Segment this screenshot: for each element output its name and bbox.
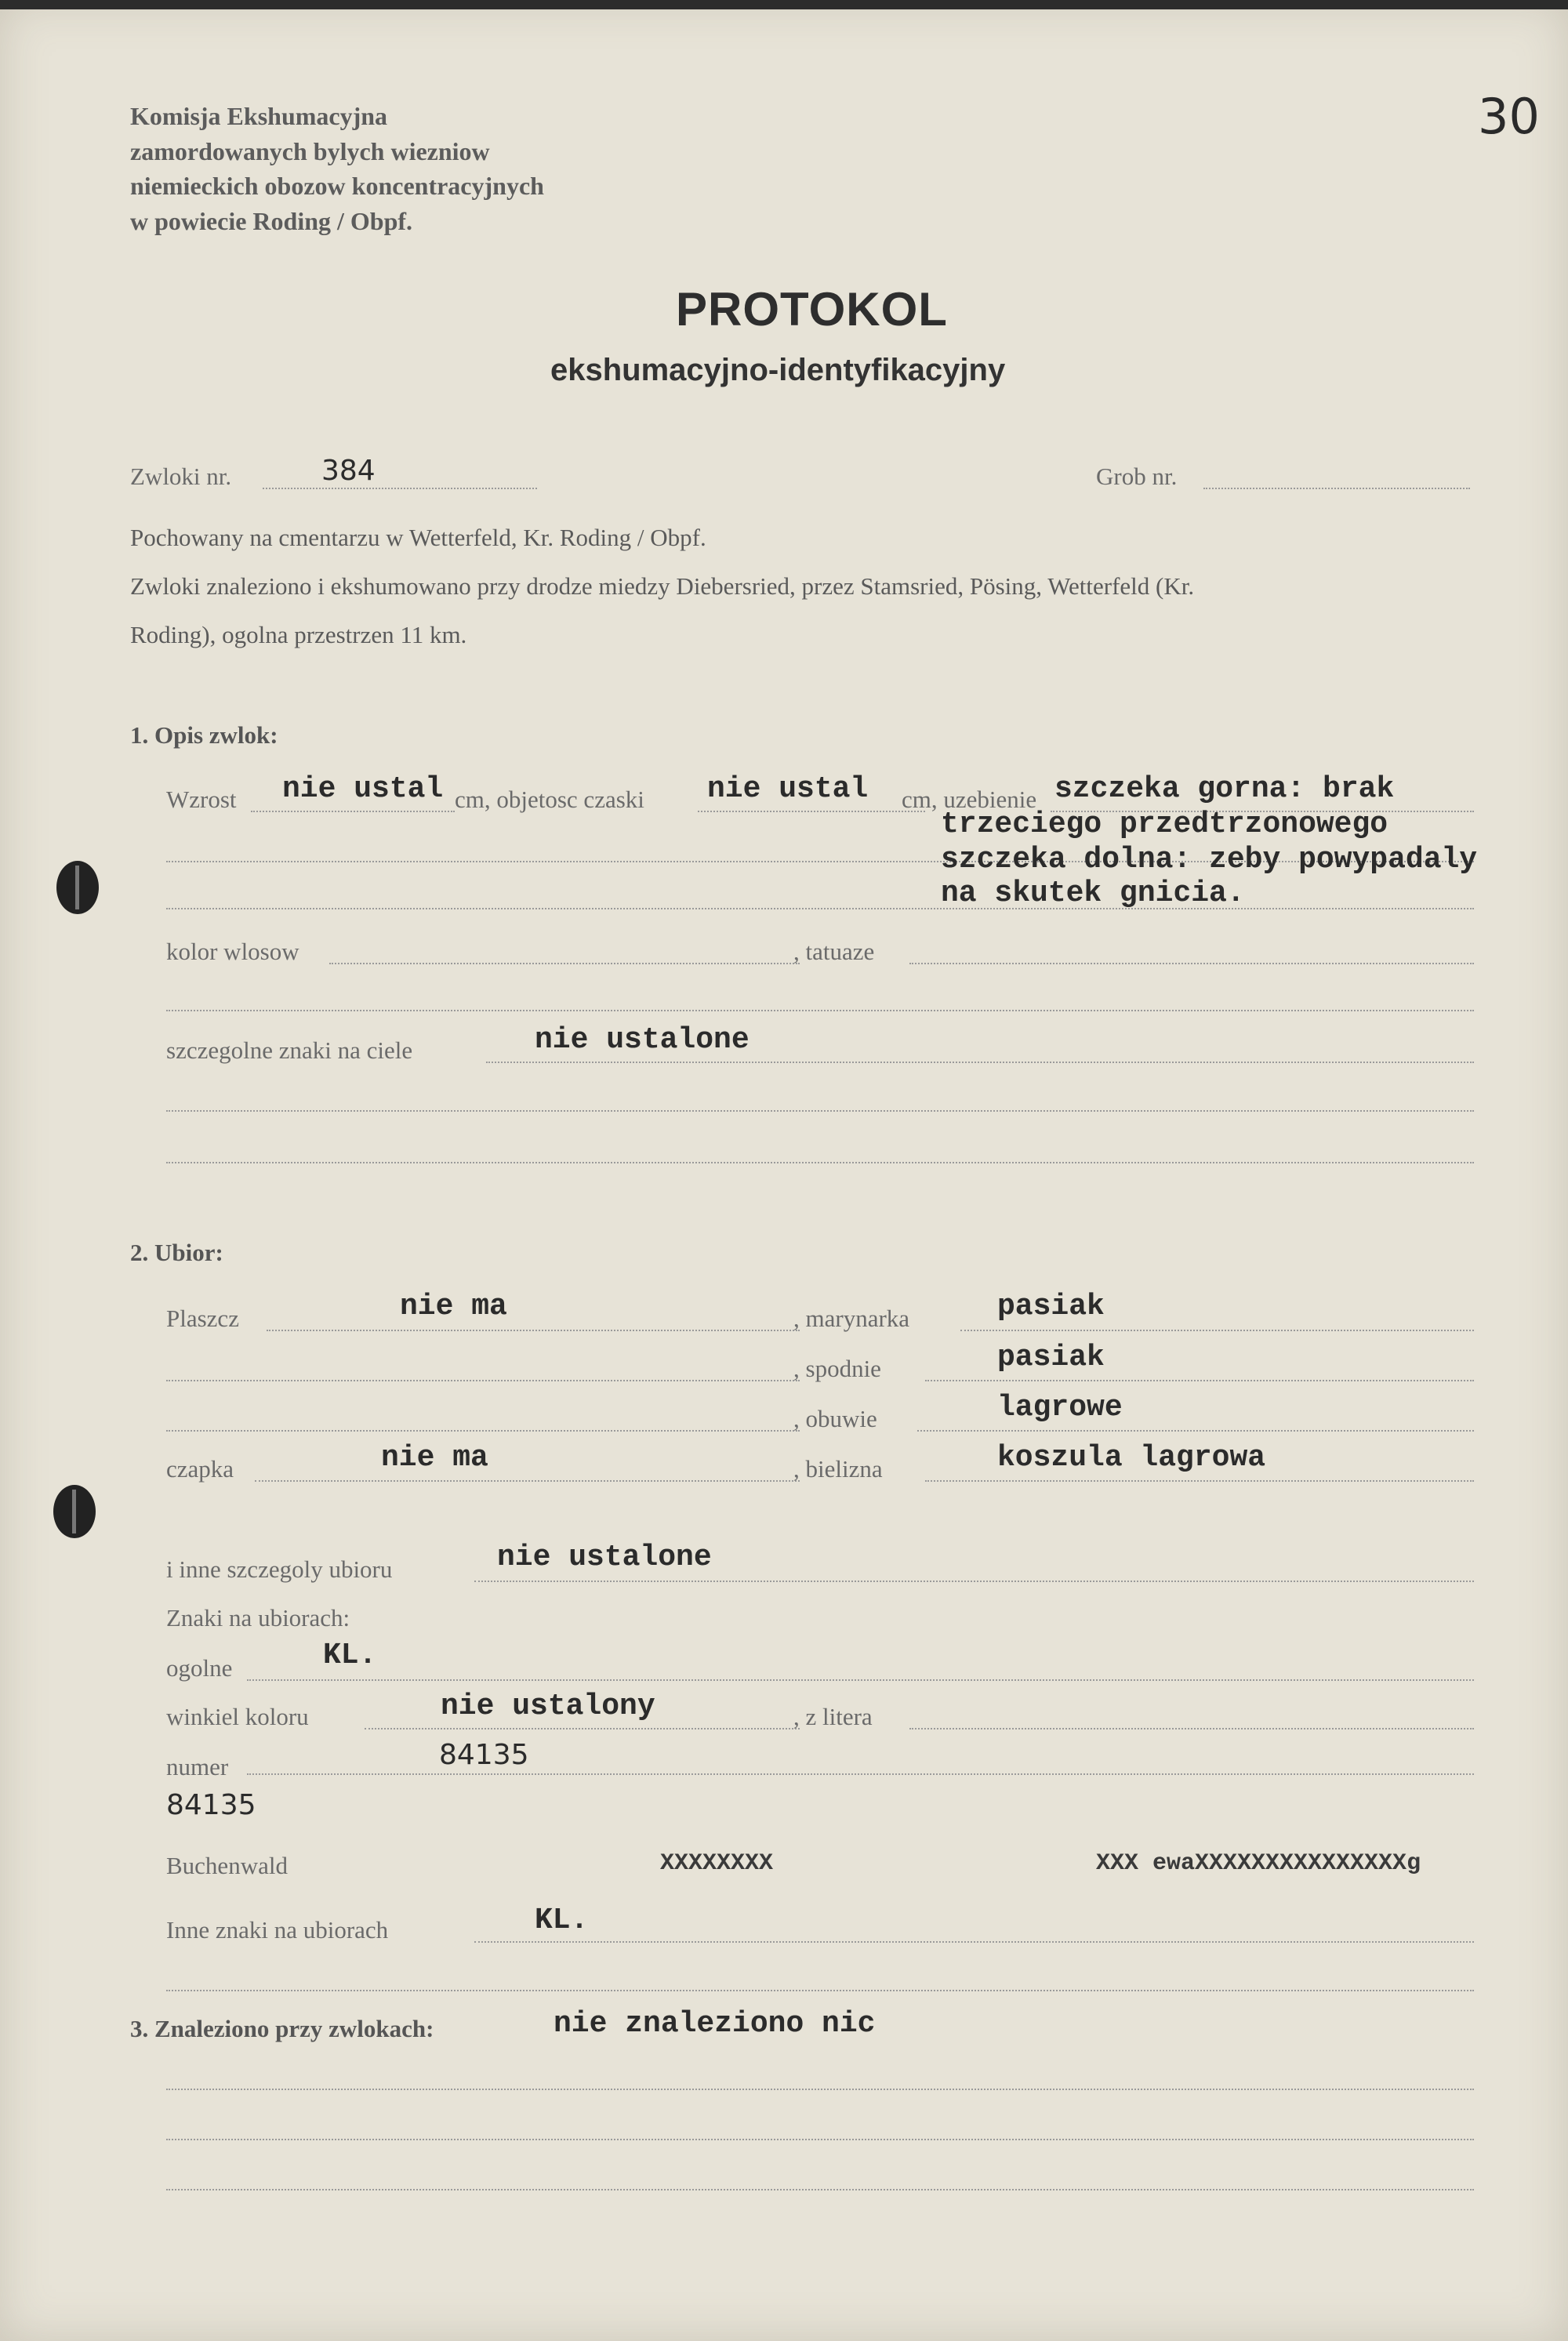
plaszcz-value: nie ma <box>400 1290 507 1323</box>
inne-znaki-value: KL. <box>535 1904 589 1937</box>
marynarka-label: , marynarka <box>793 1305 910 1332</box>
znaleziono-line-2: Roding), ogolna przestrzen 11 km. <box>130 621 467 648</box>
struck-text-1: XXXXXXXX <box>660 1850 774 1877</box>
czapka-value: nie ma <box>381 1441 488 1475</box>
inne-znaki-label: Inne znaki na ubiorach <box>166 1916 389 1944</box>
spodnie-value: pasiak <box>997 1341 1105 1374</box>
document-subtitle: ekshumacyjno-identyfikacyjny <box>550 353 1006 387</box>
document-title: PROTOKOL <box>676 283 948 336</box>
inne-szczegoly-value: nie ustalone <box>497 1541 712 1574</box>
pochowany-text: Pochowany na cmentarzu w Wetterfeld, Kr. Roding / Obpf. <box>130 524 706 551</box>
grob-label: Grob nr. <box>1096 463 1178 490</box>
znaki-na-ciele-value: nie ustalone <box>535 1023 750 1057</box>
czaszka-value: nie ustal <box>707 772 869 806</box>
kolor-wlosow-label: kolor wlosow <box>166 938 299 965</box>
numer-value: 84135 <box>439 1739 529 1771</box>
czaszka-label: cm, objetosc czaski <box>455 786 644 813</box>
zwloki-label: Zwloki nr. <box>130 463 232 490</box>
header-line-2: zamordowanych bylych wiezniow <box>130 137 490 165</box>
znaki-na-ciele-label: szczegolne znaki na ciele <box>166 1036 413 1064</box>
bielizna-label: , bielizna <box>793 1455 883 1483</box>
section-1-heading: 1. Opis zwlok: <box>130 721 278 749</box>
uzebienie-label: cm, uzebienie <box>902 786 1037 813</box>
header-line-3: niemieckich obozow koncentracyjnych <box>130 172 544 200</box>
scan-top-edge <box>0 0 1568 9</box>
struck-text-2: XXX ewaXXXXXXXXXXXXXXXg <box>1096 1850 1421 1877</box>
numer-label: numer <box>166 1753 229 1780</box>
section-3-heading: 3. Znaleziono przy zwlokach: <box>130 2015 434 2042</box>
znaki-na-ubiorach-label: Znaki na ubiorach: <box>166 1604 350 1631</box>
numer-margin-note: 84135 <box>166 1789 256 1821</box>
marynarka-value: pasiak <box>997 1290 1105 1323</box>
buchenwald-label: Buchenwald <box>166 1852 288 1879</box>
plaszcz-label: Plaszcz <box>166 1305 239 1332</box>
header-line-1: Komisja Ekshumacyjna <box>130 102 388 130</box>
section-2-heading: 2. Ubior: <box>130 1239 223 1266</box>
obuwie-value: lagrowe <box>997 1391 1123 1425</box>
uzebienie-line-2: trzeciego przedtrzonowego <box>941 808 1388 841</box>
bielizna-value: koszula lagrowa <box>997 1441 1266 1475</box>
spodnie-label: , spodnie <box>793 1355 881 1382</box>
uzebienie-line-4: na skutek gnicia. <box>941 877 1245 910</box>
ogolne-label: ogolne <box>166 1654 233 1682</box>
obuwie-label: , obuwie <box>793 1405 877 1432</box>
winkiel-value: nie ustalony <box>441 1690 655 1723</box>
tatuaze-label: , tatuaze <box>793 938 875 965</box>
inne-szczegoly-label: i inne szczegoly ubioru <box>166 1555 393 1583</box>
uzebienie-line-3: szczeka dolna: zeby powypadaly <box>941 843 1478 877</box>
punch-hole-lower <box>53 1485 96 1538</box>
wzrost-value: nie ustal <box>282 772 444 806</box>
zwloki-number: 384 <box>321 455 376 487</box>
wzrost-label: Wzrost <box>166 786 237 813</box>
header-line-4: w powiecie Roding / Obpf. <box>130 207 413 235</box>
ogolne-value: KL. <box>323 1639 377 1672</box>
znaleziono-line-1: Zwloki znaleziono i ekshumowano przy drodze miedzy Diebersried, przez Stamsried, Pösing, Wetterfeld (Kr. <box>130 572 1195 600</box>
punch-hole-upper <box>56 861 99 914</box>
page-number: 30 <box>1478 88 1540 145</box>
uzebienie-line-1: szczeka gorna: brak <box>1054 772 1395 806</box>
section-3-value: nie znaleziono nic <box>554 2007 876 2041</box>
winkiel-label: winkiel koloru <box>166 1703 309 1730</box>
litera-label: , z litera <box>793 1703 873 1730</box>
czapka-label: czapka <box>166 1455 234 1483</box>
